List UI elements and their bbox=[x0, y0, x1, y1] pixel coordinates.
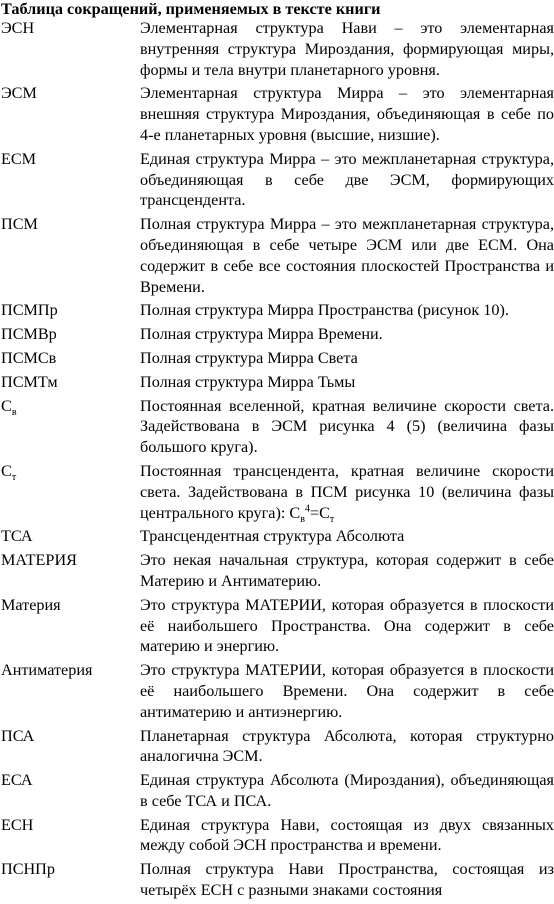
abbreviation-term: Материя bbox=[1, 595, 61, 614]
abbreviation-definition: Единая структура Мирра – это межпланетарная структура, объединяющая в себе две ЭСМ, формирующих трансцендента. bbox=[140, 149, 554, 210]
table-row bbox=[0, 550, 554, 595]
table-row bbox=[0, 149, 554, 214]
abbreviation-definition: Полная структура Нави Пространства, состоящая из четырёх ЕСН с разными знаками состояния bbox=[140, 860, 554, 900]
abbreviation-term: ТСА bbox=[1, 527, 33, 546]
table-row bbox=[0, 300, 554, 324]
abbreviation-definition: Полная структура Мирра – это межпланетарная структура, объединяющая в себе четыре ЭСМ или две ЕСМ. Она содержит в себе все состояния плоскостей Пространства и Времени. bbox=[140, 215, 554, 296]
table-row bbox=[0, 859, 554, 904]
abbreviation-term: ЭСН bbox=[1, 19, 35, 37]
term-subscript: т bbox=[11, 472, 17, 484]
abbreviation-term: ЕСН bbox=[1, 815, 34, 834]
table-row bbox=[0, 372, 554, 396]
table-row bbox=[0, 18, 554, 83]
abbreviation-term bbox=[0, 396, 140, 461]
abbreviation-term: ПСМПр bbox=[1, 301, 58, 320]
table-row bbox=[0, 770, 554, 815]
formula-equals: =С bbox=[309, 503, 330, 522]
abbreviation-definition: Элементарная структура Нави – это элементарная внутренняя структура Мироздания, формирующая миры, формы и тела внутри планетарного уровня. bbox=[140, 19, 554, 79]
table-title: Таблица сокращений, применяемых в тексте книги bbox=[1, 0, 381, 18]
abbreviation-term: Антиматерия bbox=[1, 661, 93, 680]
abbreviation-definition: Элементарная структура Мирра – это элементарная внешняя структура Мироздания, объединяющая в себе по 4-е планетарных уровня (высшие, низшие). bbox=[140, 84, 554, 144]
table-row bbox=[0, 526, 554, 550]
abbreviation-definition: Полная структура Мирра Пространства (рисунок 10). bbox=[140, 301, 509, 320]
formula-superscript: 4 bbox=[304, 503, 310, 515]
abbreviation-definition: Единая структура Абсолюта (Мироздания), объединяющая в себе ТСА и ПСА. bbox=[140, 771, 554, 810]
abbreviation-definition: Полная структура Мирра Тьмы bbox=[140, 372, 356, 391]
abbreviation-term: ЕСА bbox=[1, 771, 33, 790]
abbreviation-term: ПСА bbox=[1, 726, 35, 745]
abbreviation-term: ПСМ bbox=[1, 215, 38, 234]
abbreviation-definition: Это структура МАТЕРИИ, которая образуется в плоскости её наибольшего Времени. Она содержит в себе антиматерию и антиэнергию. bbox=[140, 661, 554, 721]
table-row bbox=[0, 83, 554, 148]
table-row bbox=[0, 461, 554, 526]
table-row bbox=[0, 214, 554, 300]
table-row bbox=[0, 348, 554, 372]
abbreviation-definition bbox=[140, 461, 554, 526]
table-row bbox=[0, 815, 554, 860]
abbreviation-definition: Это некая начальная структура, которая содержит в себе Материю и Антиматерию. bbox=[140, 551, 554, 590]
table-row bbox=[0, 595, 554, 660]
table-row bbox=[0, 660, 554, 725]
abbreviation-term: МАТЕРИЯ bbox=[1, 551, 77, 570]
abbreviation-definition: Полная структура Мирра Света bbox=[140, 348, 358, 367]
term-main: С bbox=[1, 461, 12, 480]
abbreviations-table bbox=[0, 18, 554, 904]
abbreviation-definition: Планетарная структура Абсолюта, которая структурно аналогична ЭСМ. bbox=[140, 726, 554, 766]
formula-result-subscript: т bbox=[329, 513, 335, 525]
abbreviation-term: ЭСМ bbox=[1, 84, 37, 103]
abbreviation-definition: Это структура МАТЕРИИ, которая образуется в плоскости её наибольшего Пространства. Она содержит в себе материю и энергию. bbox=[140, 595, 554, 656]
abbreviation-term: ПСНПр bbox=[1, 860, 55, 879]
abbreviation-term bbox=[0, 461, 140, 526]
abbreviation-term: ПСМСв bbox=[1, 348, 57, 367]
abbreviation-term: ЕСМ bbox=[1, 149, 37, 168]
abbreviation-definition: Полная структура Мирра Времени. bbox=[140, 325, 383, 344]
table-row bbox=[0, 324, 554, 348]
abbreviation-definition: Единая структура Нави, состоящая из двух связанных между собой ЭСН пространства и времени. bbox=[140, 815, 554, 855]
abbreviation-definition: Трансцендентная структура Абсолюта bbox=[140, 527, 405, 546]
formula-subscript: в bbox=[300, 513, 305, 525]
abbreviation-term: ПСМВр bbox=[1, 325, 57, 344]
abbreviation-term: ПСМТм bbox=[1, 372, 58, 391]
definition-text: Постоянная трансцендента, кратная величине скорости света. Задействована в ПСМ рисунка 10 (величина фазы центрального круга): bbox=[140, 461, 554, 522]
term-subscript: в bbox=[11, 406, 17, 418]
table-row bbox=[0, 726, 554, 771]
table-row bbox=[0, 396, 554, 461]
abbreviation-definition: Постоянная вселенной, кратная величине скорости света. Задействована в ЭСМ рисунка 4 (5) (величина фазы большого круга). bbox=[140, 396, 554, 457]
term-main: С bbox=[1, 396, 12, 415]
formula bbox=[289, 503, 335, 525]
formula-base: С bbox=[289, 503, 301, 522]
